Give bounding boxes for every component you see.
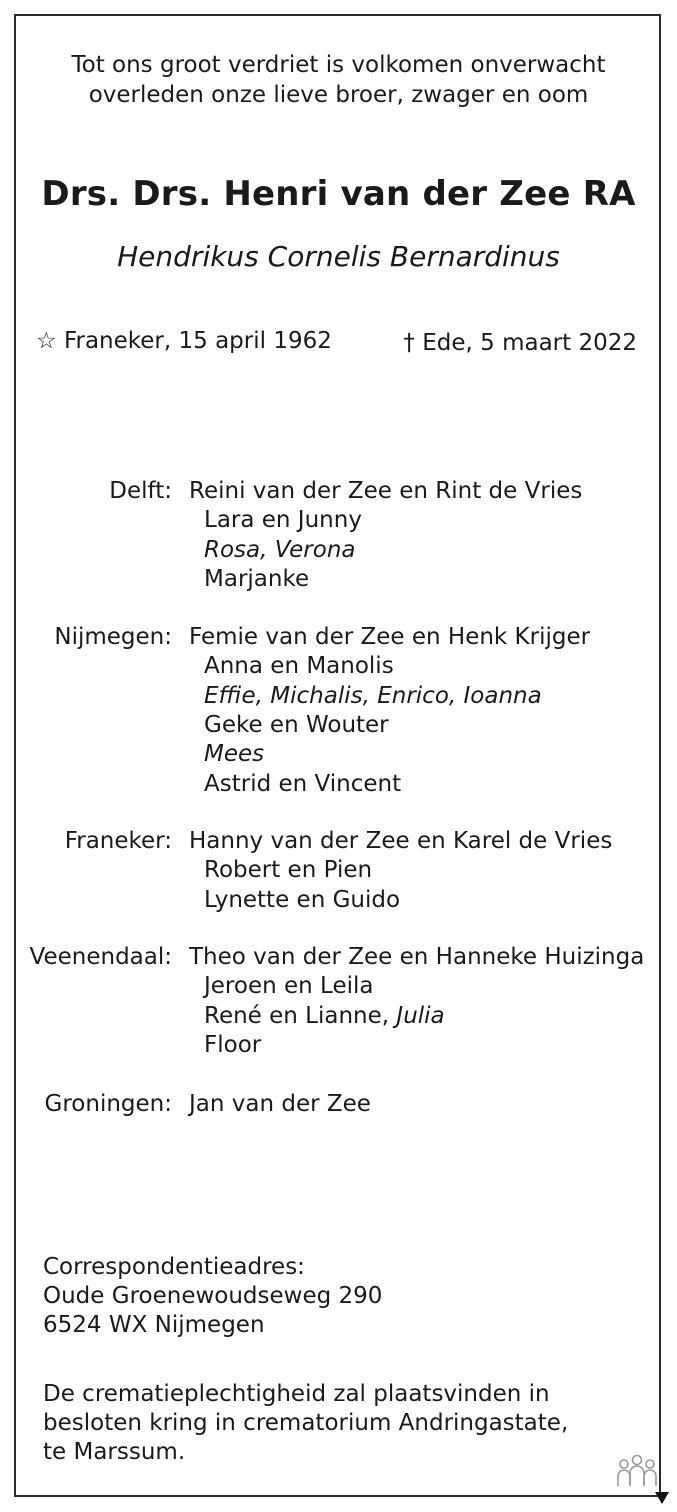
family-member — [204, 507, 362, 533]
family-member — [204, 537, 356, 563]
birth-text: Franeker, 15 april 1962 — [63, 328, 332, 354]
family-member-text: Marjanke — [204, 565, 310, 592]
people-group-icon[interactable] — [615, 1452, 659, 1492]
family-member-text: Lynette en Guido — [204, 886, 401, 913]
death-text: Ede, 5 maart 2022 — [422, 330, 637, 356]
family-member-text: Anna en Manolis — [204, 653, 394, 680]
family-member — [204, 771, 401, 797]
family-member-italic: Julia — [396, 1002, 445, 1029]
birth-info — [36, 328, 332, 354]
family-head: Hanny van der Zee en Karel de Vries — [189, 828, 613, 854]
family-member-text: René en Lianne, — [204, 1002, 397, 1029]
death-info — [403, 330, 637, 356]
deceased-name: Drs. Drs. Henri van der Zee RA — [41, 174, 636, 214]
deceased-full-name: Hendrikus Cornelis Bernardinus — [117, 240, 560, 273]
family-member-text: Astrid en Vincent — [204, 770, 402, 797]
family-head: Femie van der Zee en Henk Krijger — [189, 624, 591, 650]
family-head: Jan van der Zee — [189, 1091, 371, 1117]
correspondence-label: Correspondentieadres: — [43, 1254, 305, 1280]
correspondence-street: Oude Groenewoudseweg 290 — [43, 1283, 383, 1309]
family-member — [204, 1003, 445, 1029]
intro-line-1: Tot ons groot verdriet is volkomen onverwacht — [71, 52, 606, 78]
family-member — [204, 857, 372, 883]
family-city: Groningen: — [44, 1091, 172, 1117]
star-icon: ☆ — [36, 328, 57, 354]
ceremony-line-1: De crematieplechtigheid zal plaatsvinden in — [43, 1381, 550, 1407]
family-city: Nijmegen: — [54, 624, 172, 650]
family-member — [204, 653, 394, 679]
ceremony-line-3: te Marssum. — [43, 1439, 186, 1465]
family-member-text: Robert en Pien — [204, 857, 373, 884]
intro-line-2: overleden onze lieve broer, zwager en oom — [88, 82, 589, 108]
family-member-text: Effie, Michalis, Enrico, Ioanna — [204, 682, 542, 709]
family-member-text: Jeroen en Leila — [204, 973, 374, 1000]
family-member — [204, 973, 373, 999]
family-head: Reini van der Zee en Rint de Vries — [189, 478, 583, 504]
family-member-text: Mees — [204, 741, 265, 768]
family-member — [204, 741, 264, 767]
correspondence-postal: 6524 WX Nijmegen — [43, 1312, 265, 1338]
family-member-text: Geke en Wouter — [204, 711, 389, 738]
family-member-text: Lara en Junny — [204, 507, 362, 534]
family-city: Veenendaal: — [29, 944, 172, 970]
family-member — [204, 683, 542, 709]
ceremony-line-2: besloten kring in crematorium Andringastate, — [43, 1410, 569, 1436]
cross-icon: † — [403, 330, 415, 356]
family-city: Delft: — [109, 478, 172, 504]
family-member — [204, 887, 400, 913]
family-member — [204, 566, 309, 592]
family-member — [204, 712, 389, 738]
family-head: Theo van der Zee en Hanneke Huizinga — [189, 944, 645, 970]
family-member — [204, 1032, 261, 1058]
family-city: Franeker: — [64, 828, 172, 854]
arrow-down-icon[interactable] — [655, 1492, 669, 1504]
family-member-text: Rosa, Verona — [204, 536, 356, 563]
family-member-text: Floor — [204, 1031, 262, 1058]
